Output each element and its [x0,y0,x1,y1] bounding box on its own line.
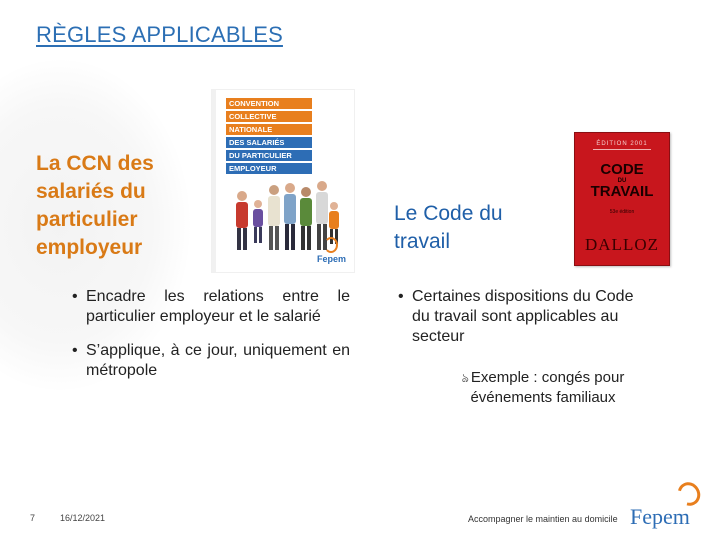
code-cover-rule [593,149,651,150]
sub-bullet-icon: ঌ [461,371,469,385]
sub-bullet-text: Exemple : congés pour événements familiaux [470,369,625,406]
ccn-heading: La CCN des salariés du particulier employeur [36,152,154,259]
fepem-logo [628,480,708,530]
list-item: • S’applique, à ce jour, uniquement en métropole [72,341,350,381]
list-item: • Encadre les relations entre le particulier employeur et le salarié [72,287,350,327]
code-cover-title-du: DU [617,178,627,184]
ccn-cover-band: COLLECTIVE [226,111,312,122]
code-cover-title-line2: TRAVAIL [590,183,654,200]
ccn-cover-band: CONVENTION [226,98,312,109]
slide-title: RÈGLES APPLICABLES [36,22,283,47]
ccn-cover-logo [317,237,346,264]
ccn-cover-logo-text: Fepem [316,254,346,264]
ccn-cover-band: NATIONALE [226,124,312,135]
page-number: 7 [30,513,36,523]
code-cover-title [575,163,669,199]
ccn-cover-band: DU PARTICULIER [226,150,312,161]
footer-tagline: Accompagner le maintien au domicile [468,514,618,524]
code-travail-book-cover [574,132,670,266]
code-cover-edition: ÉDITION 2001 [596,141,648,147]
example-sub-bullet [438,368,648,408]
code-travail-heading: Le Code du travail [394,202,503,253]
code-cover-publisher: DALLOZ [585,235,659,254]
fepem-swirl-icon [324,237,338,253]
code-cover-title-line1: CODE [600,161,644,178]
ccn-cover-band: DES SALARIÉS [226,137,312,148]
list-item: • Certaines dispositions du Code du travail sont applicables au secteur [398,287,648,347]
footer-date: 16/12/2021 [60,513,106,523]
ccn-cover-title [226,98,312,176]
ccn-book-cover [212,90,354,272]
ccn-cover-band: EMPLOYEUR [226,163,312,174]
fepem-logo-text: Fepem [630,504,690,529]
code-bullet-list [398,287,648,361]
ccn-bullet-list [72,287,350,395]
code-cover-subtitle: 53e édition [609,209,635,215]
